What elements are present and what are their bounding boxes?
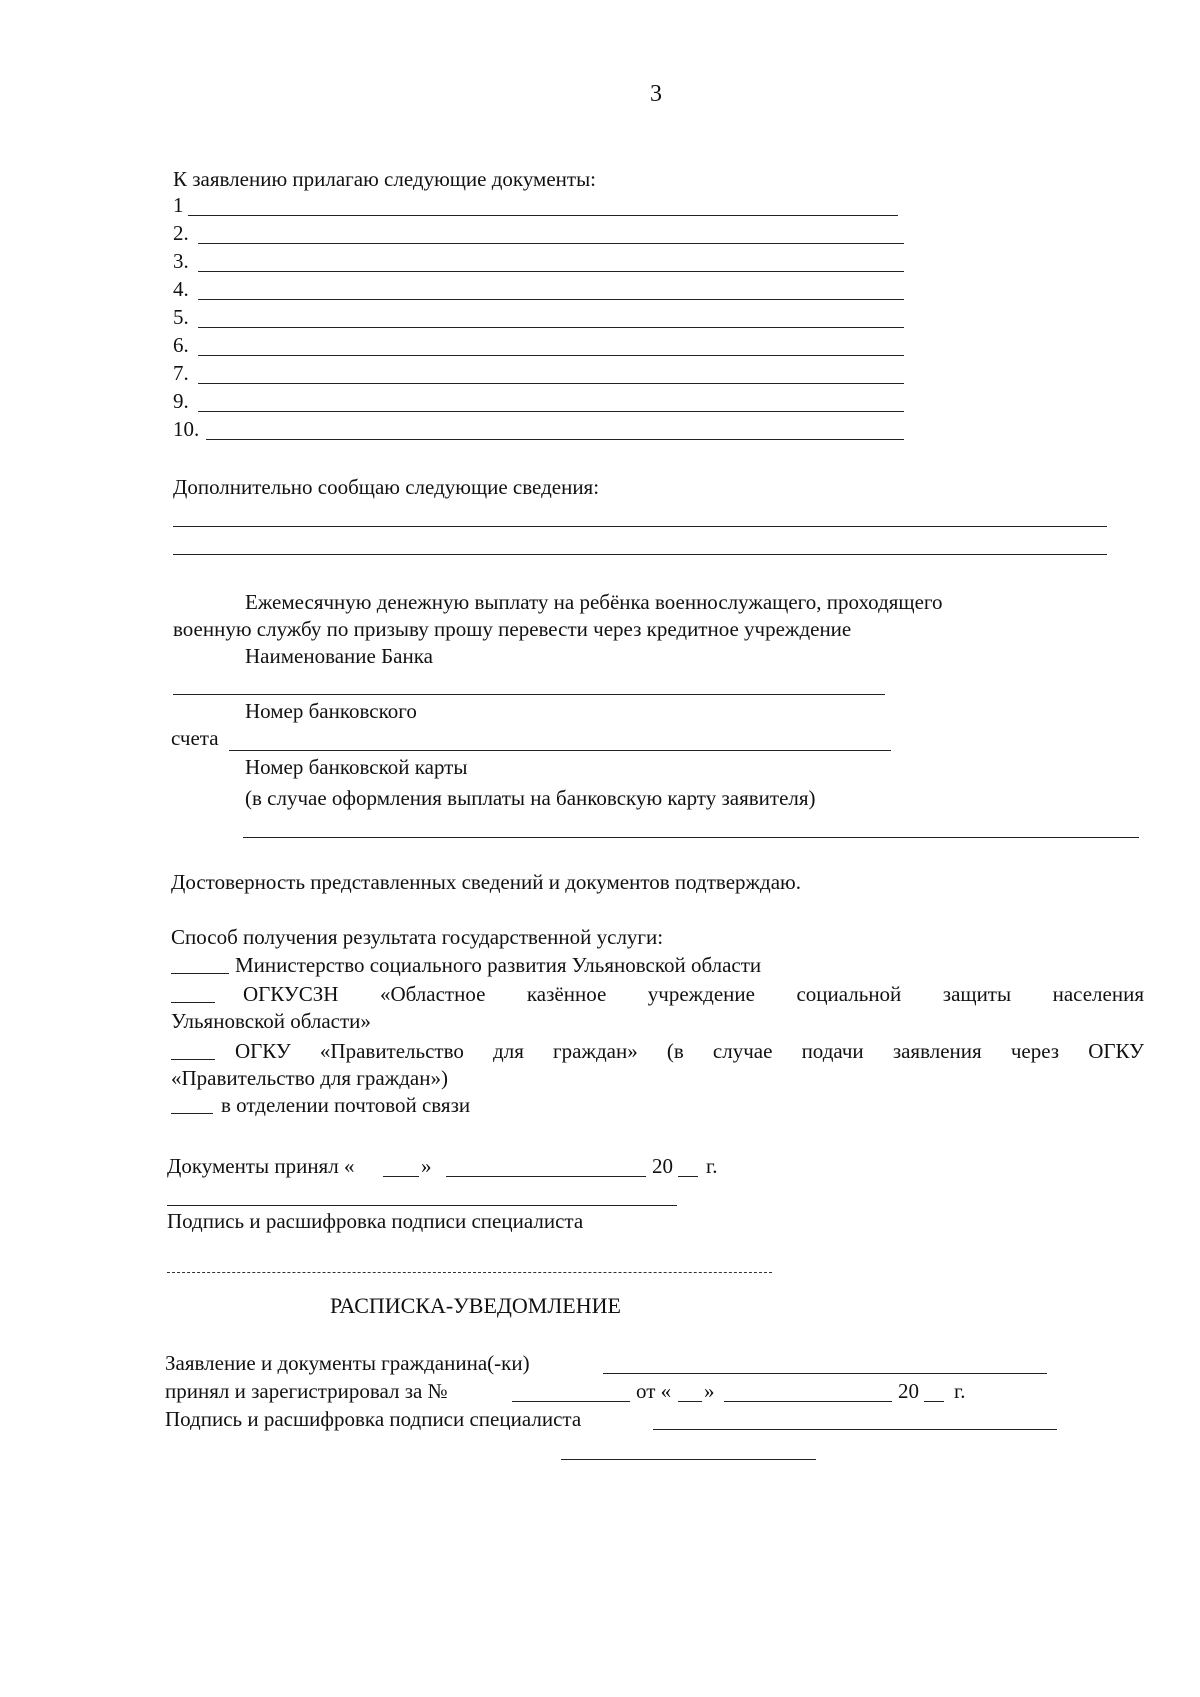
attachment-number: 1 xyxy=(173,193,184,217)
receipt-year-line[interactable] xyxy=(924,1401,944,1402)
accepted-signature-line[interactable] xyxy=(167,1205,677,1206)
receipt-number-line[interactable] xyxy=(512,1401,630,1402)
payment-paragraph-line: Ежемесячную денежную выплату на ребёнка военнослужащего, проходящего xyxy=(245,590,943,614)
accepted-day-line[interactable] xyxy=(383,1176,419,1177)
additional-line[interactable] xyxy=(173,526,1107,527)
receipt-signature-line[interactable] xyxy=(653,1429,1057,1430)
accepted-prefix: Документы принял « xyxy=(167,1154,355,1178)
receipt-signature-label: Подпись и расшифровка подписи специалиста xyxy=(165,1407,582,1431)
attachment-line[interactable] xyxy=(198,327,904,328)
additional-title: Дополнительно сообщаю следующие сведения: xyxy=(173,475,600,499)
attachment-line[interactable] xyxy=(198,299,904,300)
accepted-quote-close: » xyxy=(421,1154,432,1178)
delivery-option-ogku-cont: «Правительство для граждан») xyxy=(171,1066,448,1090)
receipt-applicant-line[interactable] xyxy=(603,1373,1047,1374)
attachments-title: К заявлению прилагаю следующие документы: xyxy=(173,167,597,191)
receipt-year-suffix: г. xyxy=(954,1379,966,1403)
accepted-year-suffix: г. xyxy=(706,1154,718,1178)
accepted-signature-label: Подпись и расшифровка подписи специалиста xyxy=(167,1209,584,1233)
delivery-option-blank[interactable] xyxy=(171,973,229,974)
delivery-option-post: в отделении почтовой связи xyxy=(221,1093,471,1117)
receipt-day-line[interactable] xyxy=(678,1401,702,1402)
delivery-title: Способ получения результата государственной услуги: xyxy=(171,925,664,949)
attachment-number: 6. xyxy=(173,333,189,357)
additional-line[interactable] xyxy=(173,554,1107,555)
delivery-option-ministry: Министерство социального развития Ульяновской области xyxy=(235,953,762,977)
attachment-number: 4. xyxy=(173,277,189,301)
attachment-number: 5. xyxy=(173,305,189,329)
card-number-line[interactable] xyxy=(243,837,1139,838)
closing-rule xyxy=(561,1459,816,1460)
confirmation-text: Достоверность представленных сведений и документов подтверждаю. xyxy=(171,870,801,894)
delivery-option-blank[interactable] xyxy=(171,1059,215,1060)
payment-paragraph-line: военную службу по призыву прошу перевести через кредитное учреждение xyxy=(173,617,852,641)
receipt-year-prefix: 20 xyxy=(898,1379,919,1403)
attachment-line[interactable] xyxy=(188,215,898,216)
attachment-line[interactable] xyxy=(198,271,904,272)
account-number-line[interactable] xyxy=(229,750,891,751)
cut-line xyxy=(167,1272,772,1273)
bank-name-line[interactable] xyxy=(173,694,885,695)
delivery-option-ogku: ОГКУ «Правительство для граждан» (в случае подачи заявления через ОГКУ xyxy=(235,1039,1144,1063)
bank-name-label: Наименование Банка xyxy=(245,644,433,668)
attachment-number: 10. xyxy=(173,417,200,441)
attachment-line[interactable] xyxy=(198,243,904,244)
accepted-year-prefix: 20 xyxy=(652,1154,673,1178)
attachment-number: 3. xyxy=(173,249,189,273)
attachment-line[interactable] xyxy=(198,355,904,356)
attachment-number: 2. xyxy=(173,221,189,245)
account-label: счета xyxy=(171,726,219,750)
page-number: 3 xyxy=(650,81,662,107)
delivery-option-ogkuszn-cont: Ульяновской области» xyxy=(171,1009,371,1033)
attachment-line[interactable] xyxy=(198,383,904,384)
receipt-from-label: от « xyxy=(636,1379,672,1403)
attachment-line[interactable] xyxy=(198,411,904,412)
receipt-title: РАСПИСКА-УВЕДОМЛЕНИЕ xyxy=(330,1293,621,1318)
attachment-number: 7. xyxy=(173,361,189,385)
receipt-month-line[interactable] xyxy=(724,1401,892,1402)
receipt-applicant-label: Заявление и документы гражданина(-ки) xyxy=(165,1351,530,1375)
attachment-number: 9. xyxy=(173,389,189,413)
delivery-option-ogkuszn: ОГКУСЗН «Областное казённое учреждение социальной защиты населения xyxy=(243,982,1144,1006)
delivery-option-blank[interactable] xyxy=(171,1113,213,1114)
card-label: Номер банковской карты xyxy=(245,755,468,779)
delivery-option-blank[interactable] xyxy=(171,1002,215,1003)
receipt-registered-label: принял и зарегистрировал за № xyxy=(165,1379,448,1403)
accepted-year-line[interactable] xyxy=(678,1176,698,1177)
receipt-quote-close: » xyxy=(704,1379,715,1403)
account-label: Номер банковского xyxy=(245,699,417,723)
card-note: (в случае оформления выплаты на банковскую карту заявителя) xyxy=(245,786,816,810)
accepted-month-line[interactable] xyxy=(446,1176,646,1177)
attachment-line[interactable] xyxy=(206,439,904,440)
